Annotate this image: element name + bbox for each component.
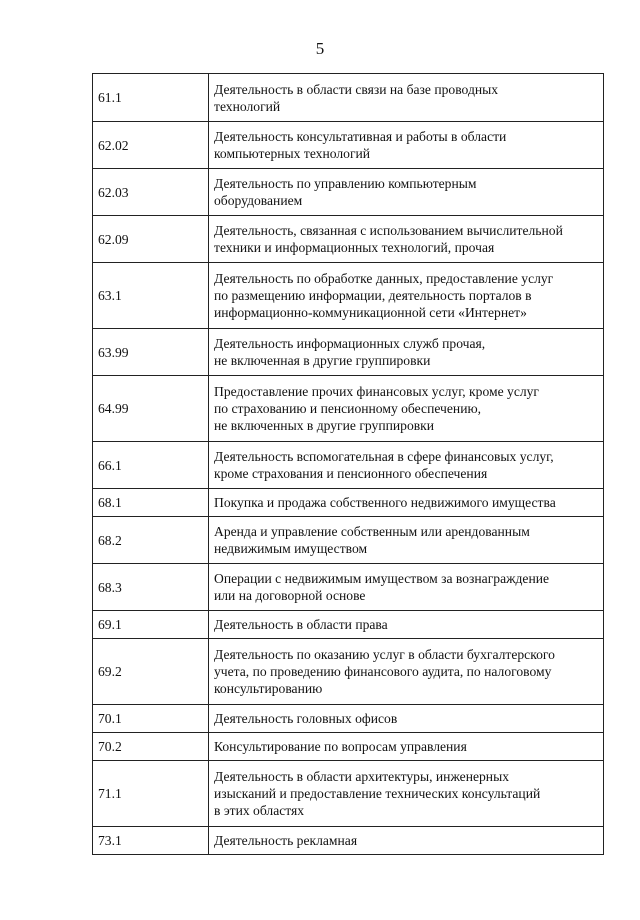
activity-code: 62.03 [93, 169, 209, 216]
activity-description [209, 442, 604, 489]
activity-code: 61.1 [93, 74, 209, 122]
description-line: Деятельность консультативная и работы в области [214, 129, 507, 144]
activity-code: 62.09 [93, 216, 209, 263]
table-row [93, 329, 604, 376]
table-row [93, 376, 604, 442]
page-number: 5 [315, 39, 325, 58]
description-line: информационно-коммуникационной сети «Интернет» [214, 305, 527, 320]
description-line: Деятельность в области архитектуры, инженерных [214, 769, 510, 784]
description-line: Деятельность по оказанию услуг в области бухгалтерского [214, 647, 555, 662]
description-line: Деятельность по управлению компьютерным [214, 176, 477, 191]
activity-code: 69.1 [93, 611, 209, 639]
table-row [93, 122, 604, 169]
description-line: кроме страхования и пенсионного обеспечения [214, 466, 488, 481]
activity-code: 62.02 [93, 122, 209, 169]
activity-description [209, 611, 604, 639]
activity-description [209, 733, 604, 761]
description-line: технологий [214, 98, 281, 114]
activity-description [209, 639, 604, 705]
activity-code: 63.99 [93, 329, 209, 376]
activity-code: 68.3 [93, 564, 209, 611]
activity-code: 68.2 [93, 517, 209, 564]
table-row [93, 169, 604, 216]
table-row [93, 761, 604, 827]
activity-code: 69.2 [93, 639, 209, 705]
table-row [93, 442, 604, 489]
description-line: по страхованию и пенсионному обеспечению, [214, 401, 482, 416]
table-row [93, 733, 604, 761]
description-line: Деятельность рекламная [214, 833, 358, 848]
activity-description [209, 517, 604, 564]
table-row [93, 611, 604, 639]
description-line: Деятельность информационных служб прочая, [214, 336, 486, 351]
table-row [93, 705, 604, 733]
description-line: не включенных в другие группировки [214, 418, 435, 433]
table-row [93, 827, 604, 855]
description-line: Консультирование по вопросам управления [214, 739, 467, 754]
description-line: консультированию [214, 681, 323, 696]
description-line: не включенная в другие группировки [214, 353, 431, 368]
description-line: по размещению информации, деятельность порталов в [214, 288, 532, 303]
activity-description [209, 216, 604, 263]
activity-description [209, 489, 604, 517]
description-line: Деятельность в области связи на базе проводных [214, 81, 499, 97]
description-line: изысканий и предоставление технических консультаций [214, 786, 541, 801]
activity-codes-table [92, 73, 604, 855]
table-row [93, 216, 604, 263]
description-line: Покупка и продажа собственного недвижимого имущества [214, 495, 556, 510]
activity-code: 63.1 [93, 263, 209, 329]
table-row [93, 263, 604, 329]
activity-code: 71.1 [93, 761, 209, 827]
table-row [93, 74, 604, 122]
description-line: Деятельность головных офисов [214, 711, 398, 726]
description-line: учета, по проведению финансового аудита, по налоговому [214, 664, 552, 679]
activity-description [209, 761, 604, 827]
description-line: в этих областях [214, 803, 305, 818]
activity-description [209, 263, 604, 329]
activity-description [209, 376, 604, 442]
activity-code: 73.1 [93, 827, 209, 855]
activity-description [209, 122, 604, 169]
description-line: Предоставление прочих финансовых услуг, кроме услуг [214, 384, 540, 399]
activity-description [209, 705, 604, 733]
activity-description [209, 564, 604, 611]
table-row [93, 517, 604, 564]
table-body [93, 74, 604, 855]
table-row [93, 489, 604, 517]
description-line: Аренда и управление собственным или арендованным [214, 524, 530, 539]
activity-code: 68.1 [93, 489, 209, 517]
activity-description [209, 329, 604, 376]
description-line: Деятельность по обработке данных, предоставление услуг [214, 271, 554, 286]
activity-code: 70.2 [93, 733, 209, 761]
activity-code: 70.1 [93, 705, 209, 733]
description-line: недвижимым имуществом [214, 541, 368, 556]
description-line: техники и информационных технологий, прочая [214, 240, 495, 255]
description-line: Операции с недвижимым имуществом за вознаграждение [214, 571, 550, 586]
description-line: оборудованием [214, 193, 303, 208]
activity-description [209, 74, 604, 122]
table-row [93, 639, 604, 705]
description-line: Деятельность, связанная с использованием вычислительной [214, 223, 563, 238]
table-row [93, 564, 604, 611]
description-line: Деятельность вспомогательная в сфере финансовых услуг, [214, 449, 554, 464]
description-line: или на договорной основе [214, 588, 366, 603]
activity-code: 64.99 [93, 376, 209, 442]
activity-description [209, 169, 604, 216]
activity-description [209, 827, 604, 855]
description-line: Деятельность в области права [214, 617, 388, 632]
description-line: компьютерных технологий [214, 146, 371, 161]
activity-code: 66.1 [93, 442, 209, 489]
